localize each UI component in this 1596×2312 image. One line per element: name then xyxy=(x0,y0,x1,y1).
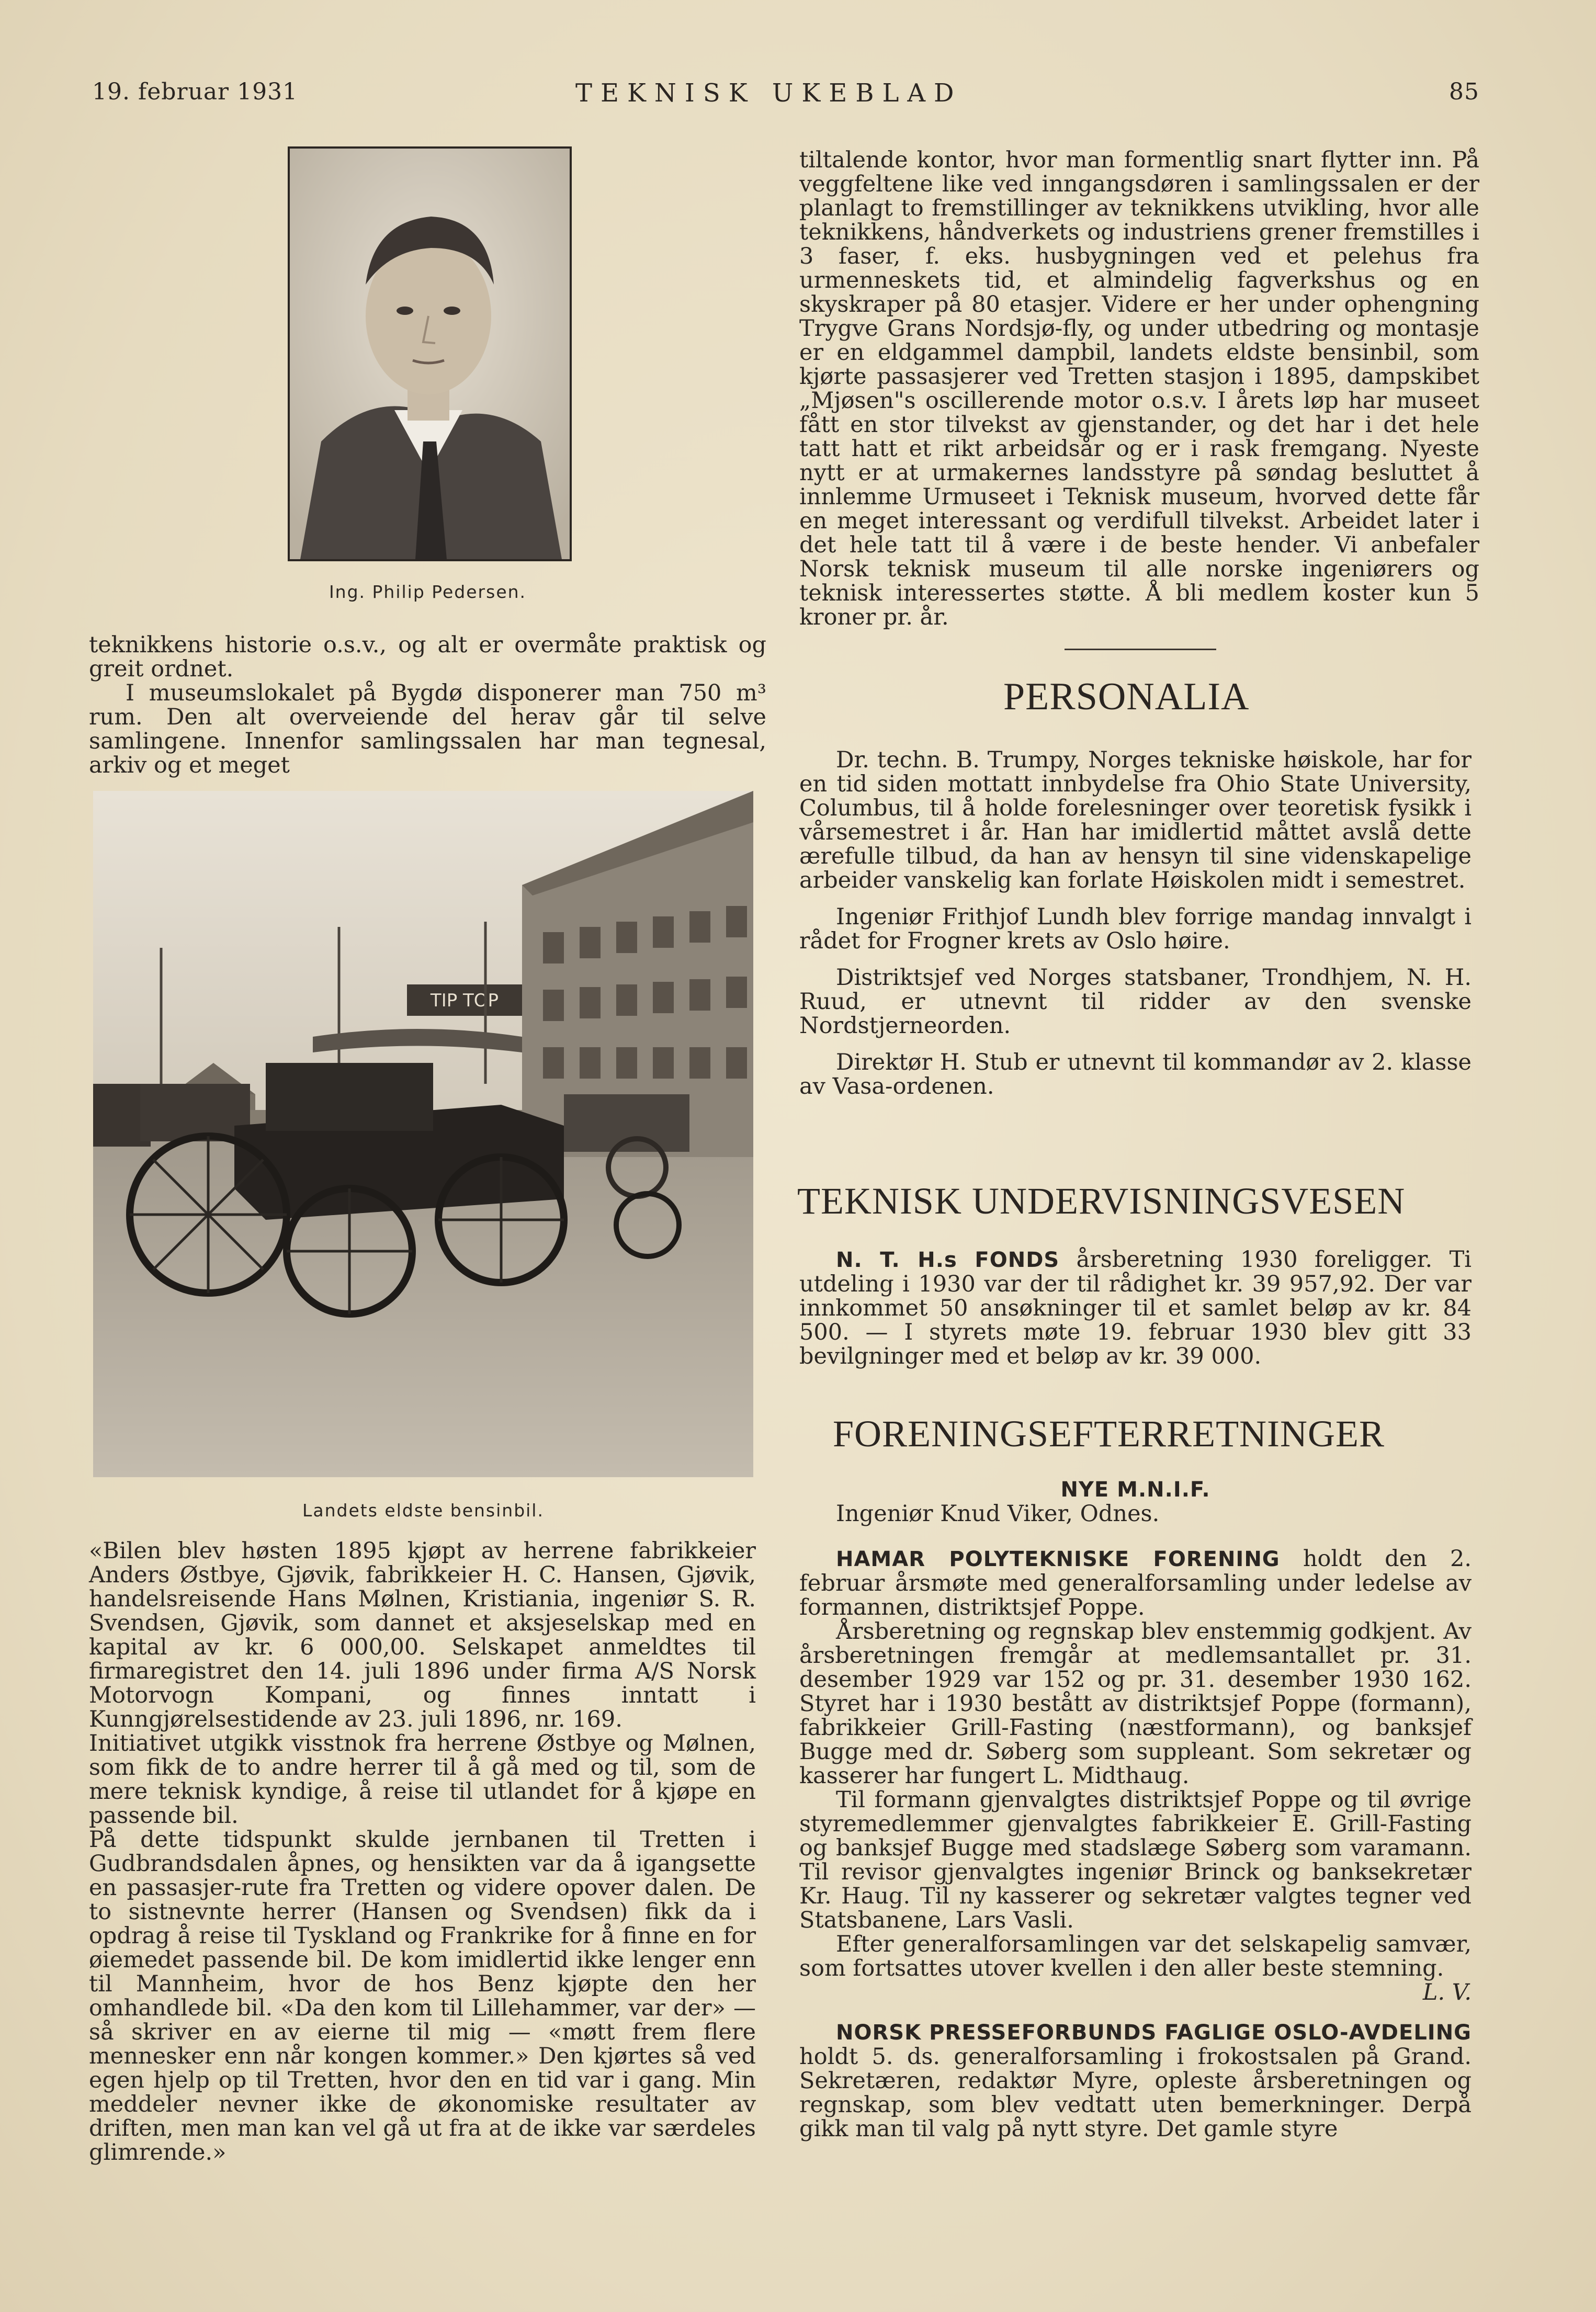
left-column-upper xyxy=(89,633,766,777)
undervisning-section xyxy=(799,1248,1472,1368)
personalia-section xyxy=(799,748,1472,1098)
issue-date: 19. februar 1931 xyxy=(92,78,298,105)
presse-text: holdt 5. ds. generalforsamling i frokostsalen på Grand. Sekretæren, redaktør Myre, opleste årsberetningen og regnskap, som blev vedtatt uten bemerkninger. Derpå gikk man til valg på nytt styre. Det gamle styre xyxy=(799,2044,1472,2142)
portrait-photo xyxy=(288,146,572,561)
sign-text: TIP TOP xyxy=(430,990,499,1011)
nth-heading: N. T. H.s FONDS xyxy=(836,1248,1060,1272)
hamar-heading: HAMAR POLYTEKNISKE FORENING xyxy=(836,1547,1280,1571)
paragraph: Årsberetning og regnskap blev enstemmig godkjent. Av årsberetningen fremgår at medlemsantallet pr. 31. desember 1929 var 152 og pr. 31. desember 1930 162. Styret har i 1930 bestått av distriktsjef Poppe (formann), fabrikkeier Grill-Fasting (næstformann), og banksjef Bugge med dr. Søberg som suppleant. Som sekretær og kasserer har fungert L. Midthaug. xyxy=(799,1618,1472,1789)
paragraph: Ingeniør Knud Viker, Odnes. xyxy=(836,1501,1160,1527)
journal-title: TEKNISK UKEBLAD xyxy=(575,78,963,108)
page-number: 85 xyxy=(1449,78,1479,105)
paragraph: teknikkens historie o.s.v., og alt er overmåte praktisk og greit ordnet. xyxy=(89,632,766,682)
foreningsefterretninger-heading: FORENINGSEFTERRETNINGER xyxy=(833,1413,1385,1455)
signature: L. V. xyxy=(1422,1979,1472,2005)
paragraph: Initiativet utgikk visstnok fra herrene Østbye og Mølnen, som fikk de to andre herrer til å gå med og til, som de mere teknisk kyndige, å reise til utlandet for å kjøpe en passende bil. xyxy=(89,1730,756,1829)
nth-text: årsberetning 1930 foreligger. Ti utdeling i 1930 var der til rådighet kr. 39 957,92. Der var innkommet 50 ansøkninger til et samlet beløp av kr. 84 500. — I styrets møte 19. februar 1930 blev gitt 33 bevilgninger med et beløp av kr. 39 000. xyxy=(799,1246,1472,1369)
left-column-quote xyxy=(89,1539,756,2164)
paragraph: Til formann gjenvalgtes distriktsjef Poppe og til øvrige styremedlemmer gjenvalgtes fabrikkeier E. Grill-Fasting og banksjef Bugge med stadslæge Søberg som varamann. Til revisor gjenvalgtes ingeniør Brinck og banksekretær Kr. Haug. Til ny kasserer og sekretær valgtes tegner ved Statsbanene, Lars Vasli. xyxy=(799,1787,1472,1933)
paragraph xyxy=(799,1547,1472,1619)
paragraph: «Bilen blev høsten 1895 kjøpt av herrene fabrikkeier Anders Østbye, Gjøvik, fabrikkeier H. C. Hansen, Gjøvik, handelsreisende Hans Mølnen, Kristiania, ingeniør S. R. Svendsen, Gjøvik, som dannet et aksjeselskap med en kapital av kr. 6 000,00. Selskapet anmeldtes til firmaregistret den 14. juli 1896 under firma A/S Norsk Motorvogn Kompani, og finnes inntatt i Kunngjørelsestidende av 23. juli 1896, nr. 169. xyxy=(89,1538,756,1732)
paragraph: Ingeniør Frithjof Lundh blev forrige mandag innvalgt i rådet for Frogner krets av Oslo høire. xyxy=(799,904,1472,954)
paragraph xyxy=(799,2020,1472,2141)
portrait-photo-icon xyxy=(290,149,570,559)
paragraph: Dr. techn. B. Trumpy, Norges tekniske høiskole, har for en tid siden mottatt innbydelse fra Ohio State University, Columbus, til å holde forelesninger over teoretisk fysikk i vårsemestret i år. Han har imidlertid måttet avslå dette ærefulle tilbud, da han av hensyn til sine videnskapelige arbeider vanskelig kan forlate Høiskolen midt i semestret. xyxy=(799,747,1472,893)
car-photo xyxy=(93,791,753,1477)
undervisning-heading: TEKNISK UNDERVISNINGSVESEN xyxy=(797,1180,1406,1222)
paragraph: I museumslokalet på Bygdø disponerer man 750 m³ rum. Den alt overveiende del herav går til selve samlingene. Innenfor samlingssalen har man tegnesal, arkiv og et meget xyxy=(89,680,766,778)
paragraph: Distriktsjef ved Norges statsbaner, Trondhjem, N. H. Ruud, er utnevnt til ridder av den svenske Nordstjerneorden. xyxy=(799,965,1472,1039)
paragraph xyxy=(799,1248,1472,1368)
paragraph: Direktør H. Stub er utnevnt til kommandør av 2. klasse av Vasa-ordenen. xyxy=(799,1049,1472,1100)
portrait-caption: Ing. Philip Pedersen. xyxy=(329,582,527,602)
car-photo-caption: Landets eldste bensinbil. xyxy=(302,1500,544,1521)
paragraph: tiltalende kontor, hvor man formentlig snart flytter inn. På veggfeltene like ved inngangsdøren i samlingssalen er der planlagt to fremstillinger av teknikkens utvikling, hvor alle teknikkens, håndverkets og industriens grener fremstilles i 3 faser, f. eks. husbygningen ved et pelehus fra urmenneskets tid, et almindelig fagverkshus og en skyskraper på 80 etasjer. Videre er her under ophengning Trygve Grans Nordsjø-fly, og under utbedring og montasje er en eldgammel dampbil, landets eldste bensinbil, som kjørte passasjerer ved Tretten stasjon i 1895, dampskibet „Mjøsen"s oscillerende motor o.s.v. I årets løp har museet fått en stor tilvekst av gjenstander, og det har i det hele tatt hatt et rikt arbeidsår og er i rask fremgang. Nyeste nytt er at urmakernes landsstyre på søndag besluttet å innlemme Urmuseet i Teknisk museum, hvorved dette får en meget interessant og verdifull tilvekst. Arbeidet later i det hele tatt til å være i de beste hender. Vi anbefaler Norsk teknisk museum til alle norske ingeniørers og teknisk interessertes støtte. Å bli medlem koster kun 5 kroner pr. år. xyxy=(799,147,1479,630)
right-column-museum xyxy=(799,148,1479,629)
presse-heading: NORSK PRESSEFORBUNDS FAGLIGE OSLO-AVDELING xyxy=(836,2021,1472,2045)
hamar-text: holdt den 2. februar årsmøte med generalforsamling under ledelse av formannen, distriktsjef Poppe. xyxy=(799,1546,1472,1620)
paragraph: På dette tidspunkt skulde jernbanen til Tretten i Gudbrandsdalen åpnes, og hensikten var da å igangsette en passasjer-rute fra Tretten og videre opover dalen. De to sistnevnte herrer (Hansen og Svendsen) fikk da i opdrag å reise til Tyskland og Frankrike for å finne en for øiemedet passende bil. De kom imidlertid ikke lenger enn til Mannheim, hvor de hos Benz kjøpte den her omhandlede bil. «Da den kom til Lillehammer, var der» — så skriver en av eierne til mig — «møtt frem flere mennesker enn når kongen kommer.» Den kjørtes så ved egen hjelp op til Tretten, hvor den en tid var i gang. Min meddeler nevner ikke de økonomiske resultater av driften, men man kan vel gå ut fra at de ikke var særdeles glimrende.» xyxy=(89,1827,756,2166)
foreninger-section xyxy=(799,1478,1472,2141)
separator-rule xyxy=(1065,649,1216,650)
personalia-heading: PERSONALIA xyxy=(1003,675,1250,718)
vintage-car-photo-icon xyxy=(93,791,753,1477)
mnif-heading: NYE M.N.I.F. xyxy=(1060,1478,1210,1502)
paragraph: Efter generalforsamlingen var det selskapelig samvær, som fortsattes utover kvellen i den aller beste stemning. xyxy=(799,1931,1472,1981)
